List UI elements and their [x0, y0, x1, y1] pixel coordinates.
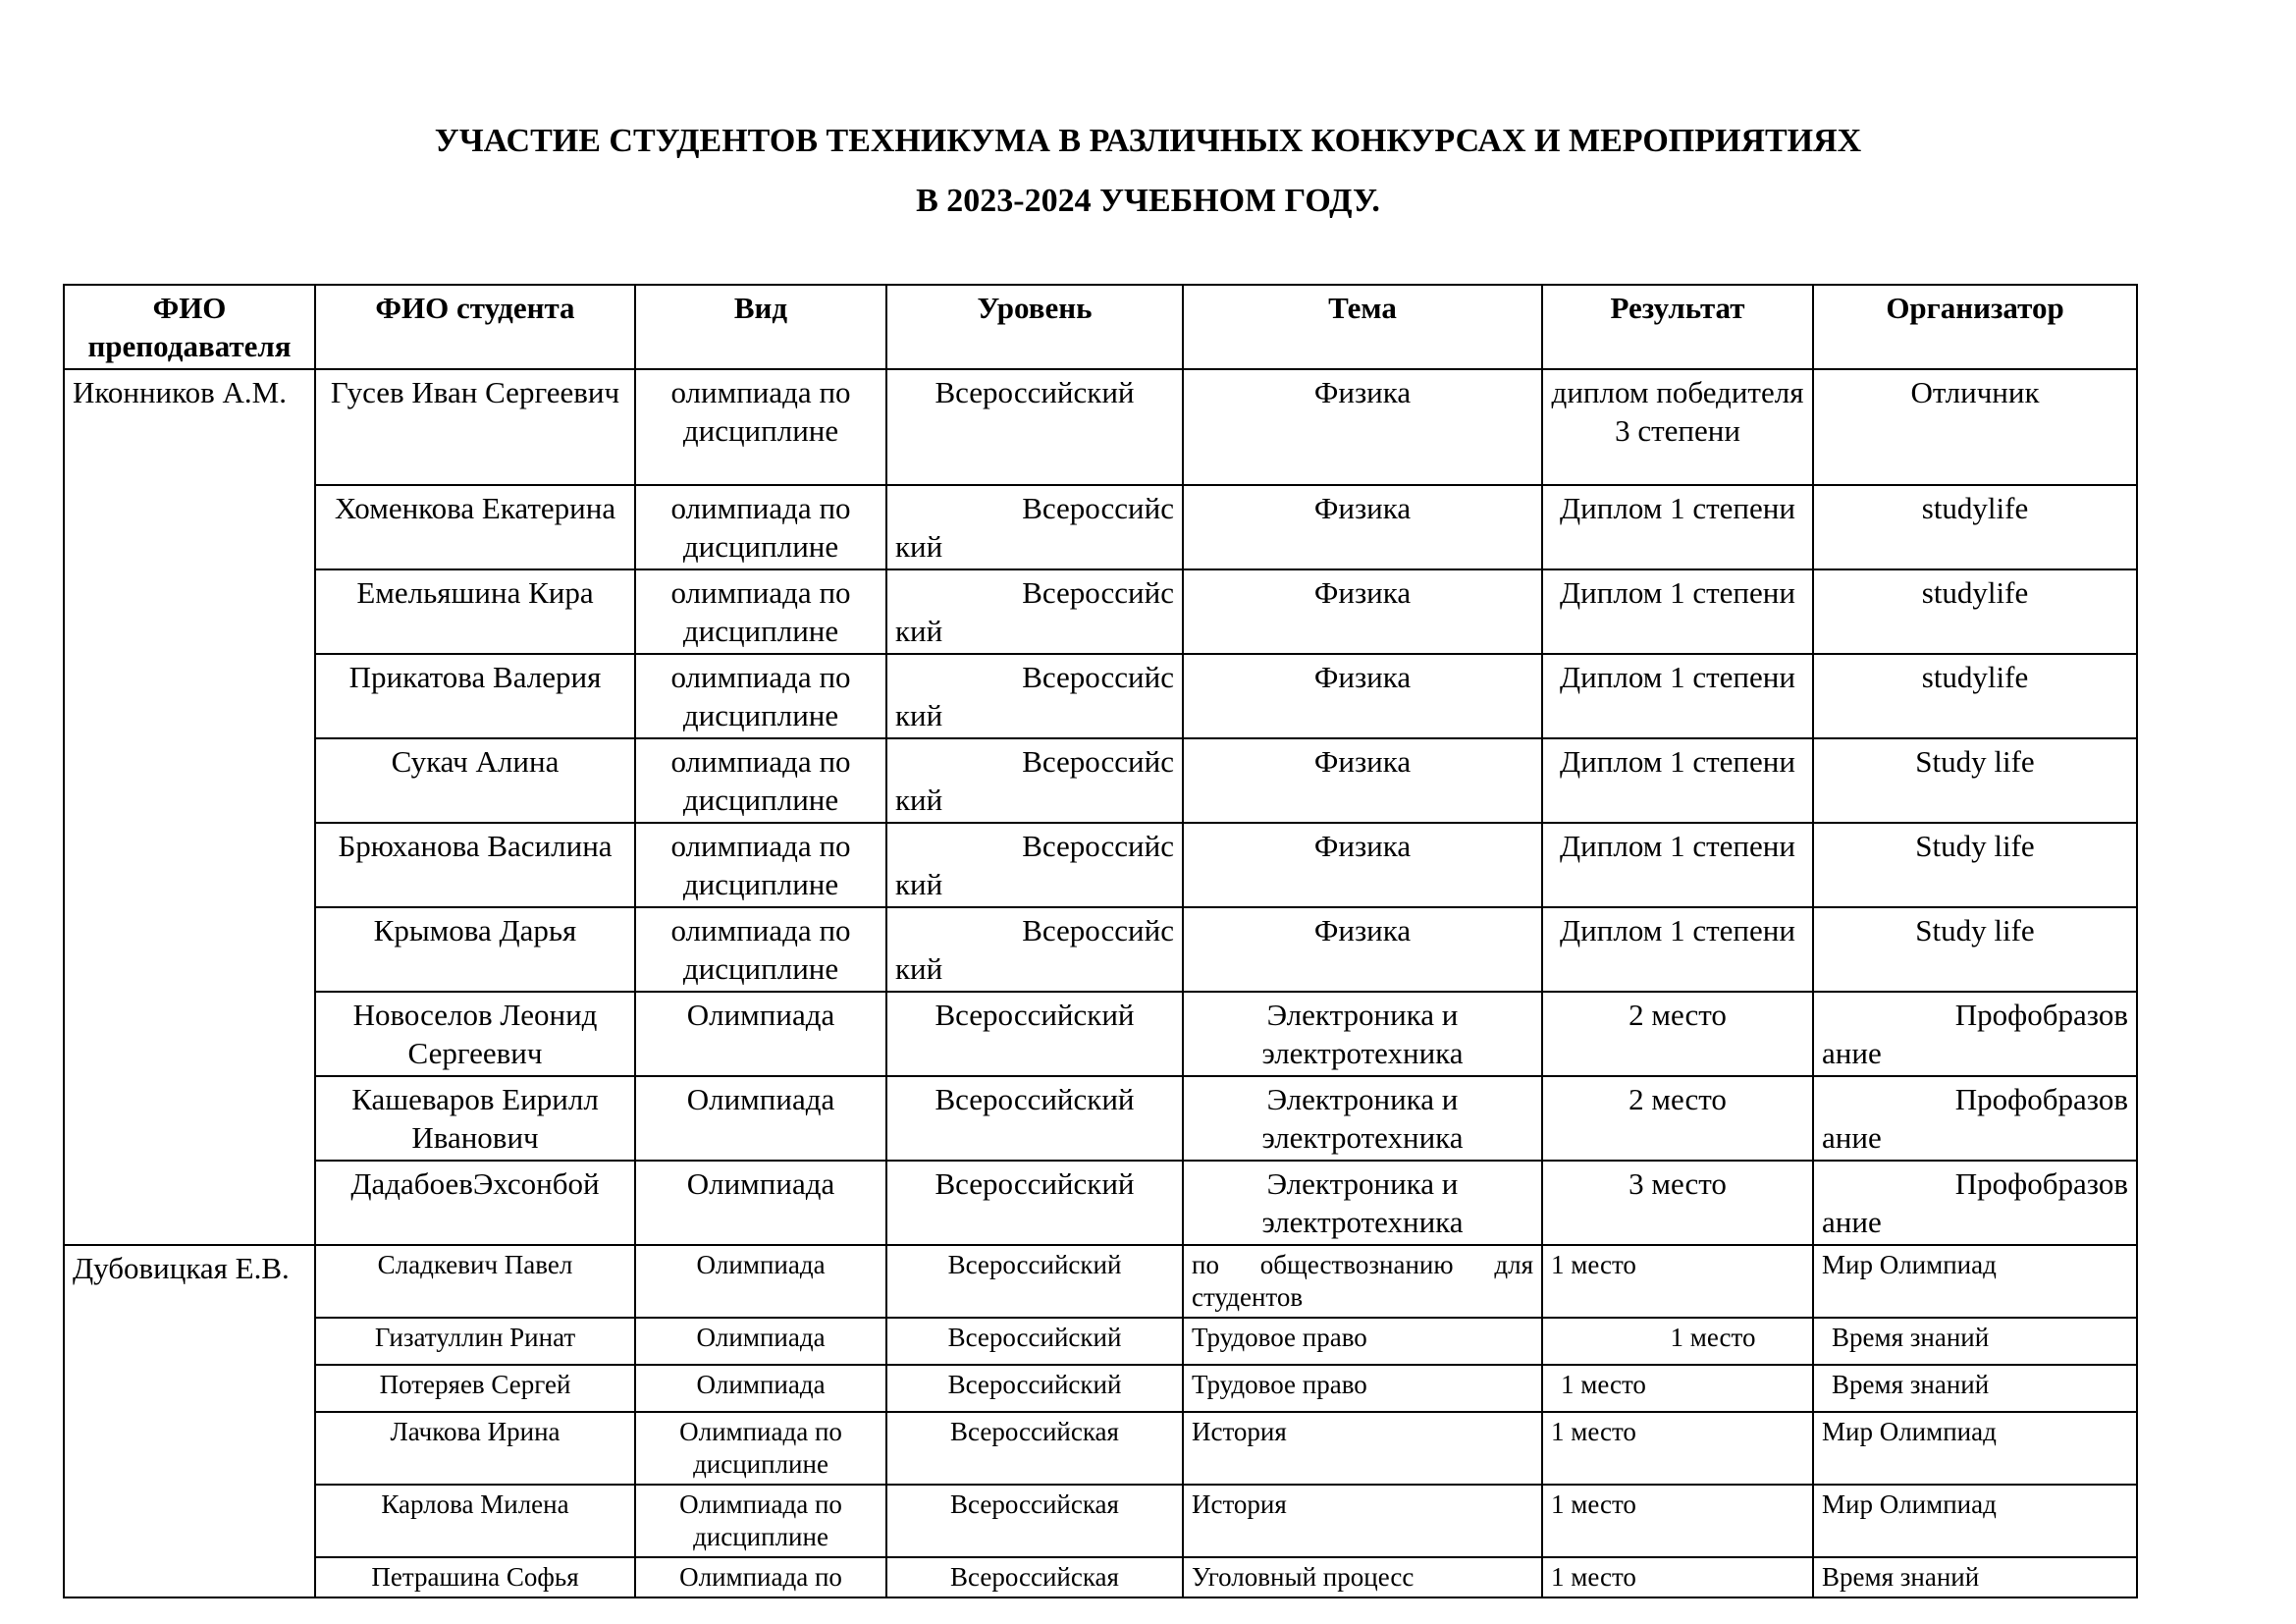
level-cell: Всероссийская — [886, 1485, 1183, 1557]
student-cell: Петрашина Софья — [315, 1557, 635, 1597]
kind-cell: Олимпиада по — [635, 1557, 886, 1597]
kind-cell: Олимпиада — [635, 1245, 886, 1318]
level-part-2: кий — [895, 698, 943, 732]
student-cell: Сладкевич Павел — [315, 1245, 635, 1318]
organizer-cell: Study life — [1813, 738, 2137, 823]
level-cell: Всероссийский — [886, 1365, 1183, 1412]
header-organizer: Организатор — [1813, 285, 2137, 369]
topic-cell: Электроника и электротехника — [1183, 992, 1542, 1076]
level-part-1: Всероссийс — [1022, 829, 1174, 863]
topic-cell: Физика — [1183, 738, 1542, 823]
student-cell: Брюханова Василина — [315, 823, 635, 907]
table-row — [64, 1557, 2137, 1597]
header-level: Уровень — [886, 285, 1183, 369]
topic-cell: Физика — [1183, 654, 1542, 738]
level-part-1: Всероссийс — [1022, 575, 1174, 610]
student-cell: Кашеваров Еирилл Иванович — [315, 1076, 635, 1161]
table-row — [64, 654, 2137, 738]
level-cell: Всероссийский — [886, 1318, 1183, 1365]
result-cell: 1 место — [1542, 1485, 1813, 1557]
header-topic: Тема — [1183, 285, 1542, 369]
organizer-cell: Время знаний — [1813, 1365, 2137, 1412]
organizer-part-2: ание — [1822, 1205, 1882, 1239]
kind-cell: олимпиада по дисциплине — [635, 654, 886, 738]
result-cell: Диплом 1 степени — [1542, 907, 1813, 992]
header-teacher: ФИО преподавателя — [64, 285, 315, 369]
table-row — [64, 992, 2137, 1076]
result-cell: 1 место — [1542, 1557, 1813, 1597]
table-row — [64, 1485, 2137, 1557]
result-cell: Диплом 1 степени — [1542, 823, 1813, 907]
organizer-cell — [1813, 1076, 2137, 1161]
table-row — [64, 485, 2137, 569]
student-cell: Новоселов Леонид Сергеевич — [315, 992, 635, 1076]
level-cell: Всероссийский — [886, 1161, 1183, 1245]
organizer-part-1: Профобразов — [1954, 998, 2128, 1032]
student-cell: Емельяшина Кира — [315, 569, 635, 654]
table-row — [64, 1365, 2137, 1412]
result-cell: 1 место — [1542, 1412, 1813, 1485]
topic-cell: Физика — [1183, 569, 1542, 654]
student-cell: Гизатуллин Ринат — [315, 1318, 635, 1365]
organizer-cell: studylife — [1813, 654, 2137, 738]
organizer-cell: studylife — [1813, 485, 2137, 569]
level-cell — [886, 823, 1183, 907]
organizer-cell: Study life — [1813, 823, 2137, 907]
header-kind: Вид — [635, 285, 886, 369]
participation-table — [63, 284, 2138, 1598]
table-row — [64, 1161, 2137, 1245]
result-cell: Диплом 1 степени — [1542, 738, 1813, 823]
topic-cell: Физика — [1183, 907, 1542, 992]
topic-cell: История — [1183, 1412, 1542, 1485]
result-cell: 2 место — [1542, 1076, 1813, 1161]
kind-cell: Олимпиада — [635, 992, 886, 1076]
kind-cell: олимпиада по дисциплине — [635, 485, 886, 569]
table-row — [64, 1412, 2137, 1485]
level-part-2: кий — [895, 951, 943, 986]
level-part-1: Всероссийс — [1022, 913, 1174, 947]
kind-cell: олимпиада по дисциплине — [635, 907, 886, 992]
organizer-cell — [1813, 992, 2137, 1076]
teacher-cell: Дубовицкая Е.В. — [64, 1245, 315, 1597]
topic-cell: по обществознанию для студентов — [1183, 1245, 1542, 1318]
teacher-cell: Иконников А.М. — [64, 369, 315, 1245]
organizer-cell — [1813, 1161, 2137, 1245]
student-cell: Крымова Дарья — [315, 907, 635, 992]
table-row — [64, 1318, 2137, 1365]
student-cell: Прикатова Валерия — [315, 654, 635, 738]
topic-cell: Физика — [1183, 369, 1542, 485]
topic-cell: Уголовный процесс — [1183, 1557, 1542, 1597]
level-part-2: кий — [895, 529, 943, 564]
level-cell: Всероссийский — [886, 992, 1183, 1076]
level-cell — [886, 654, 1183, 738]
table-row — [64, 907, 2137, 992]
level-part-2: кий — [895, 783, 943, 817]
level-part-1: Всероссийс — [1022, 744, 1174, 779]
kind-cell: олимпиада по дисциплине — [635, 369, 886, 485]
student-cell: Гусев Иван Сергеевич — [315, 369, 635, 485]
kind-cell: олимпиада по дисциплине — [635, 823, 886, 907]
student-cell: Сукач Алина — [315, 738, 635, 823]
topic-cell: Трудовое право — [1183, 1365, 1542, 1412]
result-cell: Диплом 1 степени — [1542, 569, 1813, 654]
student-cell: Лачкова Ирина — [315, 1412, 635, 1485]
header-result: Результат — [1542, 285, 1813, 369]
kind-cell: Олимпиада — [635, 1318, 886, 1365]
kind-cell: Олимпиада по дисциплине — [635, 1412, 886, 1485]
level-cell — [886, 569, 1183, 654]
table-row — [64, 823, 2137, 907]
topic-cell: Электроника и электротехника — [1183, 1076, 1542, 1161]
table-row — [64, 569, 2137, 654]
organizer-cell: Мир Олимпиад — [1813, 1245, 2137, 1318]
topic-cell: Физика — [1183, 485, 1542, 569]
level-cell — [886, 907, 1183, 992]
table-row — [64, 1245, 2137, 1318]
result-cell: 1 место — [1542, 1365, 1813, 1412]
document-subtitle: В 2023-2024 УЧЕБНОМ ГОДУ. — [916, 183, 1380, 219]
kind-cell: Олимпиада по дисциплине — [635, 1485, 886, 1557]
kind-cell: Олимпиада — [635, 1076, 886, 1161]
organizer-cell: Время знаний — [1813, 1318, 2137, 1365]
level-cell: Всероссийский — [886, 369, 1183, 485]
result-cell: 1 место — [1542, 1245, 1813, 1318]
level-cell: Всероссийская — [886, 1557, 1183, 1597]
kind-cell: Олимпиада — [635, 1365, 886, 1412]
result-cell: 2 место — [1542, 992, 1813, 1076]
student-cell: Хоменкова Екатерина — [315, 485, 635, 569]
table-row — [64, 369, 2137, 485]
organizer-cell: studylife — [1813, 569, 2137, 654]
kind-cell: олимпиада по дисциплине — [635, 569, 886, 654]
organizer-part-2: ание — [1822, 1036, 1882, 1070]
kind-cell: Олимпиада — [635, 1161, 886, 1245]
level-cell: Всероссийская — [886, 1412, 1183, 1485]
table-header-row — [64, 285, 2137, 369]
level-part-1: Всероссийс — [1022, 660, 1174, 694]
kind-cell: олимпиада по дисциплине — [635, 738, 886, 823]
level-cell — [886, 738, 1183, 823]
topic-cell: История — [1183, 1485, 1542, 1557]
result-cell: Диплом 1 степени — [1542, 485, 1813, 569]
topic-cell: Электроника и электротехника — [1183, 1161, 1542, 1245]
table-row — [64, 1076, 2137, 1161]
result-cell: 3 место — [1542, 1161, 1813, 1245]
student-cell: Карлова Милена — [315, 1485, 635, 1557]
topic-cell: Трудовое право — [1183, 1318, 1542, 1365]
document-title: УЧАСТИЕ СТУДЕНТОВ ТЕХНИКУМА В РАЗЛИЧНЫХ КОНКУРСАХ И МЕРОПРИЯТИЯХ — [434, 123, 1862, 159]
organizer-part-1: Профобразов — [1954, 1082, 2128, 1116]
topic-cell: Физика — [1183, 823, 1542, 907]
organizer-part-2: ание — [1822, 1120, 1882, 1155]
organizer-cell: Отличник — [1813, 369, 2137, 485]
level-cell: Всероссийский — [886, 1076, 1183, 1161]
organizer-cell: Study life — [1813, 907, 2137, 992]
level-cell — [886, 485, 1183, 569]
level-part-1: Всероссийс — [1022, 491, 1174, 525]
result-cell: диплом победителя 3 степени — [1542, 369, 1813, 485]
organizer-part-1: Профобразов — [1954, 1166, 2128, 1201]
level-part-2: кий — [895, 614, 943, 648]
organizer-cell: Мир Олимпиад — [1813, 1412, 2137, 1485]
organizer-cell: Время знаний — [1813, 1557, 2137, 1597]
table-row — [64, 738, 2137, 823]
level-part-2: кий — [895, 867, 943, 901]
organizer-cell: Мир Олимпиад — [1813, 1485, 2137, 1557]
level-cell: Всероссийский — [886, 1245, 1183, 1318]
header-student: ФИО студента — [315, 285, 635, 369]
result-cell: Диплом 1 степени — [1542, 654, 1813, 738]
student-cell: ДадабоевЭхсонбой — [315, 1161, 635, 1245]
result-cell: 1 место — [1542, 1318, 1813, 1365]
student-cell: Потеряев Сергей — [315, 1365, 635, 1412]
